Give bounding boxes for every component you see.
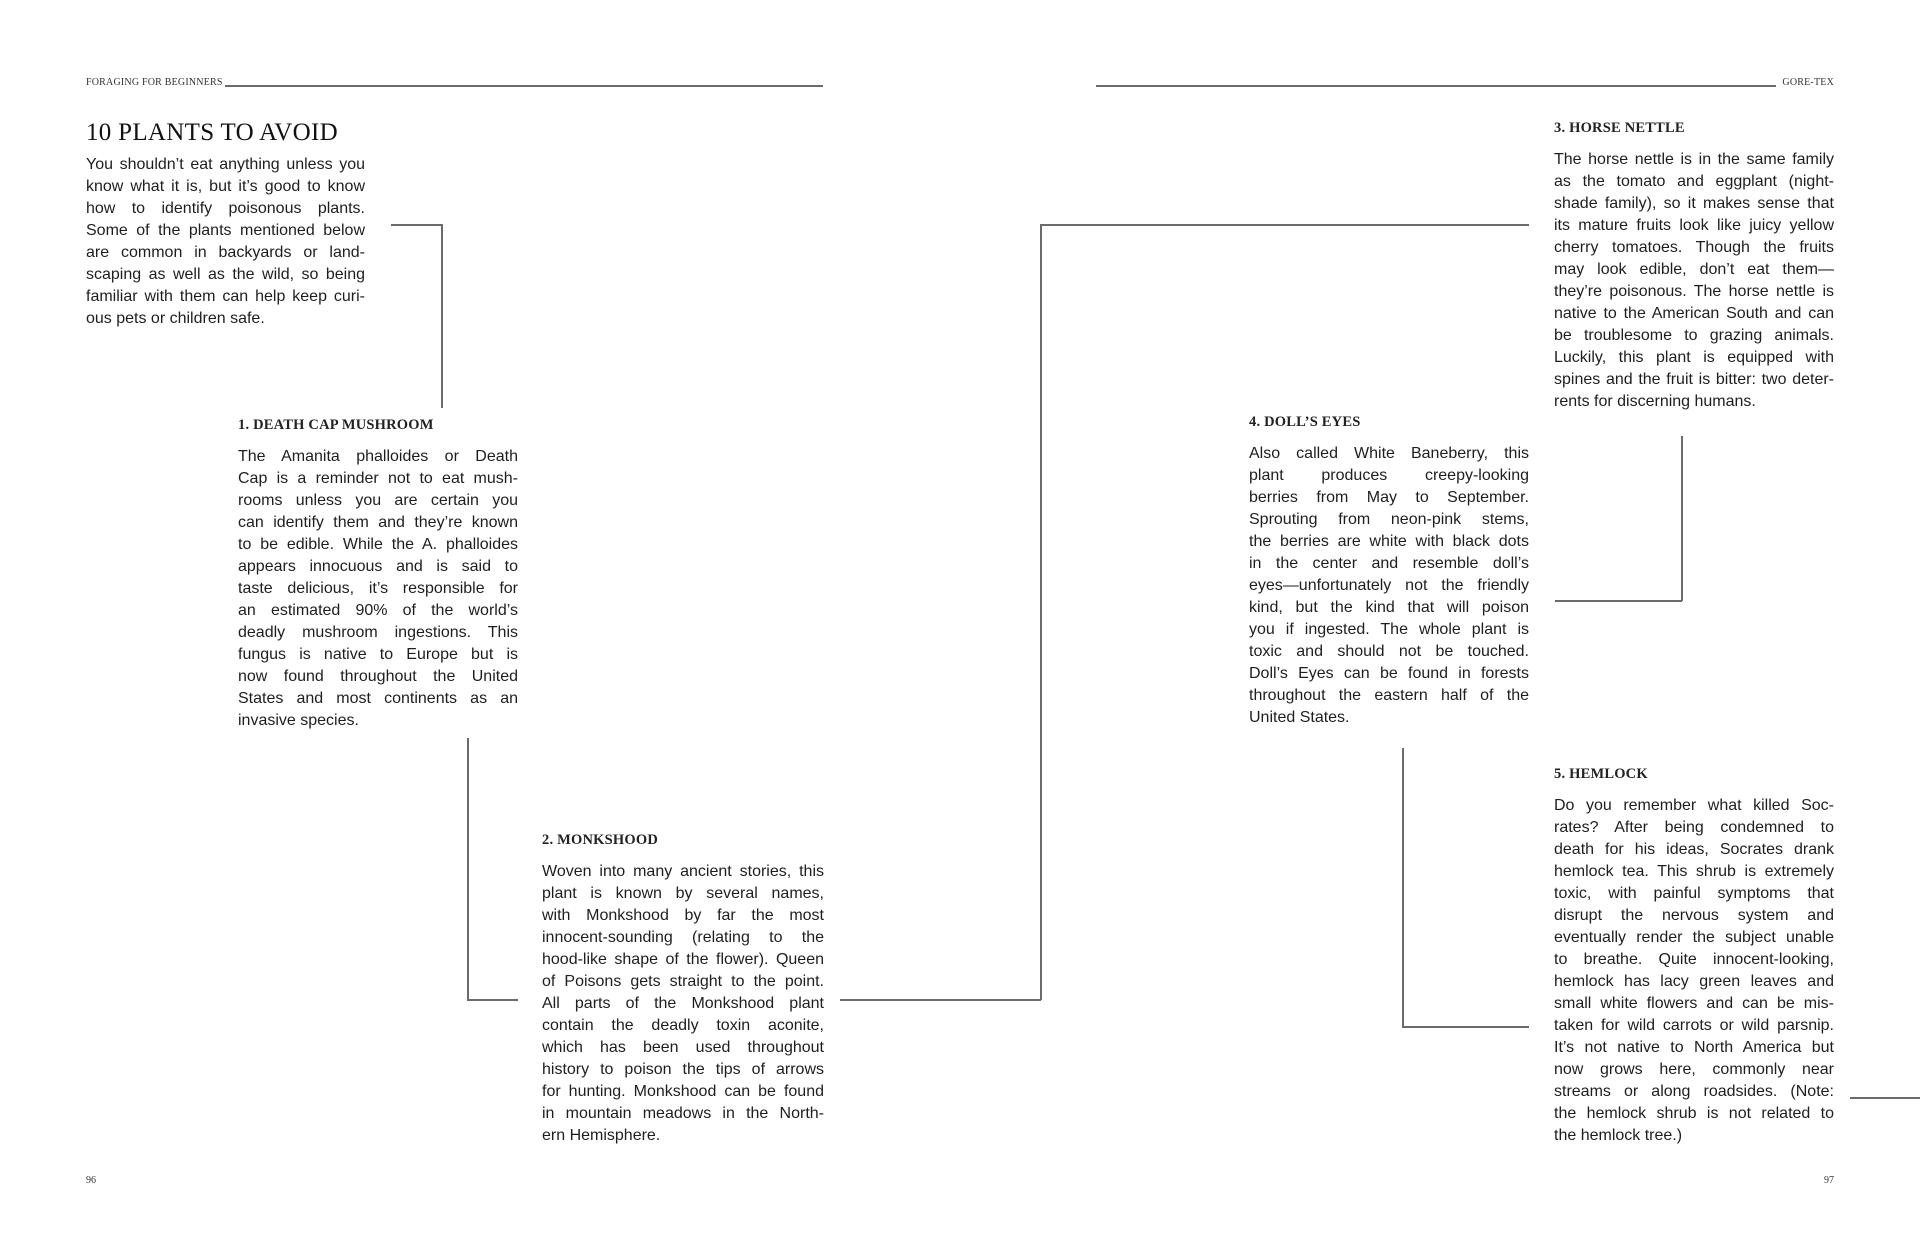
text-line: Luckily, this plant is equipped with	[1554, 349, 1834, 366]
text-line: It’s not native to North America but	[1554, 1039, 1834, 1056]
text-line: familiar with them can help keep curi-	[86, 288, 365, 305]
text-line: fungus is native to Europe but is	[238, 646, 518, 663]
plant-description	[1249, 443, 1529, 729]
header-rule-right	[1096, 85, 1776, 87]
plant-entry-hemlock	[1554, 766, 1834, 1147]
plant-entry-dolls-eyes	[1249, 414, 1529, 729]
text-line: The Amanita phalloides or Death	[238, 448, 518, 465]
text-line: the hemlock tree.)	[1554, 1127, 1683, 1144]
text-line: in mountain meadows in the North-	[542, 1105, 824, 1122]
plant-description	[1554, 795, 1834, 1147]
text-line: plant produces creepy-looking	[1249, 467, 1529, 484]
text-line: You shouldn’t eat anything unless you	[86, 156, 365, 173]
text-line: shade family), so it makes sense that	[1554, 195, 1834, 212]
text-line: the hemlock shrub is not related to	[1554, 1105, 1834, 1122]
plant-entry-death-cap	[238, 417, 518, 732]
intro-paragraph	[86, 154, 365, 330]
text-line: small white flowers and can be mis-	[1554, 995, 1834, 1012]
text-line: of Poisons gets straight to the point.	[542, 973, 824, 990]
text-line: spines and the fruit is bitter: two deter-	[1554, 371, 1834, 388]
text-line: rents for discerning humans.	[1554, 393, 1756, 410]
text-line: the berries are white with black dots	[1249, 533, 1529, 550]
plant-entry-monkshood	[542, 832, 824, 1147]
plant-heading: 4. DOLL’S EYES	[1249, 414, 1361, 430]
text-line: eyes—unfortunately not the friendly	[1249, 577, 1529, 594]
text-line: throughout the eastern half of the	[1249, 687, 1529, 704]
text-line: berries from May to September.	[1249, 489, 1529, 506]
text-line: streams or along roadsides. (Note:	[1554, 1083, 1834, 1100]
text-line: rates? After being condemned to	[1554, 819, 1834, 836]
text-line: toxic, with painful symptoms that	[1554, 885, 1834, 902]
text-line: All parts of the Monkshood plant	[542, 995, 824, 1012]
connector-line	[441, 224, 443, 408]
plant-heading: 5. HEMLOCK	[1554, 766, 1648, 782]
page-title: 10 PLANTS TO AVOID	[86, 119, 338, 146]
connector-line	[391, 224, 442, 226]
page-number-right: 97	[1824, 1175, 1834, 1186]
connector-line	[1402, 1026, 1529, 1028]
text-line: to breathe. Quite innocent-looking,	[1554, 951, 1834, 968]
text-line: hemlock has lacy green leaves and	[1554, 973, 1834, 990]
text-line: now grows here, commonly near	[1554, 1061, 1834, 1078]
text-line: know what it is, but it’s good to know	[86, 178, 365, 195]
text-line: appears innocuous and is said to	[238, 558, 518, 575]
text-line: Cap is a reminder not to eat mush-	[238, 470, 518, 487]
text-line: you if ingested. The whole plant is	[1249, 621, 1529, 638]
plant-heading: 3. HORSE NETTLE	[1554, 120, 1685, 136]
text-line: how to identify poisonous plants.	[86, 200, 365, 217]
text-line: ous pets or children safe.	[86, 310, 265, 327]
text-line: Doll’s Eyes can be found in forests	[1249, 665, 1529, 682]
text-line: contain the deadly toxin aconite,	[542, 1017, 824, 1034]
connector-line	[1555, 600, 1682, 602]
text-line: be troublesome to grazing animals.	[1554, 327, 1834, 344]
text-line: hemlock tea. This shrub is extremely	[1554, 863, 1834, 880]
text-line: with Monkshood by far the most	[542, 907, 824, 924]
plant-description	[238, 446, 518, 732]
page-number-left: 96	[86, 1175, 96, 1186]
connector-line	[1402, 748, 1404, 1027]
text-line: eventually render the subject unable	[1554, 929, 1834, 946]
connector-line	[1040, 224, 1529, 226]
text-line: its mature fruits look like juicy yellow	[1554, 217, 1834, 234]
text-line: innocent-sounding (relating to the	[542, 929, 824, 946]
text-line: are common in backyards or land-	[86, 244, 365, 261]
plant-description	[542, 861, 824, 1147]
text-line: they’re poisonous. The horse nettle is	[1554, 283, 1834, 300]
text-line: hood-like shape of the flower). Queen	[542, 951, 824, 968]
text-line: Some of the plants mentioned below	[86, 222, 365, 239]
text-line: The horse nettle is in the same family	[1554, 151, 1834, 168]
running-header-left: FORAGING FOR BEGINNERS	[86, 77, 223, 88]
text-line: Also called White Baneberry, this	[1249, 445, 1529, 462]
text-line: disrupt the nervous system and	[1554, 907, 1834, 924]
text-line: an estimated 90% of the world’s	[238, 602, 518, 619]
text-line: death for his ideas, Socrates drank	[1554, 841, 1834, 858]
plant-heading: 1. DEATH CAP MUSHROOM	[238, 417, 434, 433]
connector-line	[840, 999, 1041, 1001]
text-line: taken for wild carrots or wild parsnip.	[1554, 1017, 1834, 1034]
text-line: can identify them and they’re known	[238, 514, 518, 531]
text-line: Do you remember what killed Soc-	[1554, 797, 1834, 814]
text-line: States and most continents as an	[238, 690, 518, 707]
connector-line	[1681, 436, 1683, 601]
text-line: kind, but the kind that will poison	[1249, 599, 1529, 616]
text-line: for hunting. Monkshood can be found	[542, 1083, 824, 1100]
text-line: in the center and resemble doll’s	[1249, 555, 1529, 572]
text-line: plant is known by several names,	[542, 885, 824, 902]
connector-line	[1040, 224, 1042, 1000]
text-line: which has been used throughout	[542, 1039, 824, 1056]
text-line: ern Hemisphere.	[542, 1127, 661, 1144]
text-line: as the tomato and eggplant (night-	[1554, 173, 1834, 190]
plant-heading: 2. MONKSHOOD	[542, 832, 658, 848]
text-line: Sprouting from neon-pink stems,	[1249, 511, 1529, 528]
text-line: taste delicious, it’s responsible for	[238, 580, 518, 597]
text-line: scaping as well as the wild, so being	[86, 266, 365, 283]
plant-description	[1554, 149, 1834, 413]
text-line: Woven into many ancient stories, this	[542, 863, 824, 880]
text-line: to be edible. While the A. phalloides	[238, 536, 518, 553]
connector-line	[467, 999, 518, 1001]
text-line: United States.	[1249, 709, 1350, 726]
connector-line	[1850, 1097, 1920, 1099]
text-line: now found throughout the United	[238, 668, 518, 685]
header-rule-left	[225, 85, 823, 87]
text-line: rooms unless you are certain you	[238, 492, 518, 509]
text-line: history to poison the tips of arrows	[542, 1061, 824, 1078]
text-line: invasive species.	[238, 712, 359, 729]
text-line: deadly mushroom ingestions. This	[238, 624, 518, 641]
plant-entry-horse-nettle	[1554, 120, 1834, 413]
text-line: toxic and should not be touched.	[1249, 643, 1529, 660]
text-line: cherry tomatoes. Though the fruits	[1554, 239, 1834, 256]
running-header-right: GORE-TEX	[1782, 77, 1834, 88]
text-line: native to the American South and can	[1554, 305, 1834, 322]
text-line: may look edible, don’t eat them—	[1554, 261, 1834, 278]
connector-line	[467, 738, 469, 1000]
